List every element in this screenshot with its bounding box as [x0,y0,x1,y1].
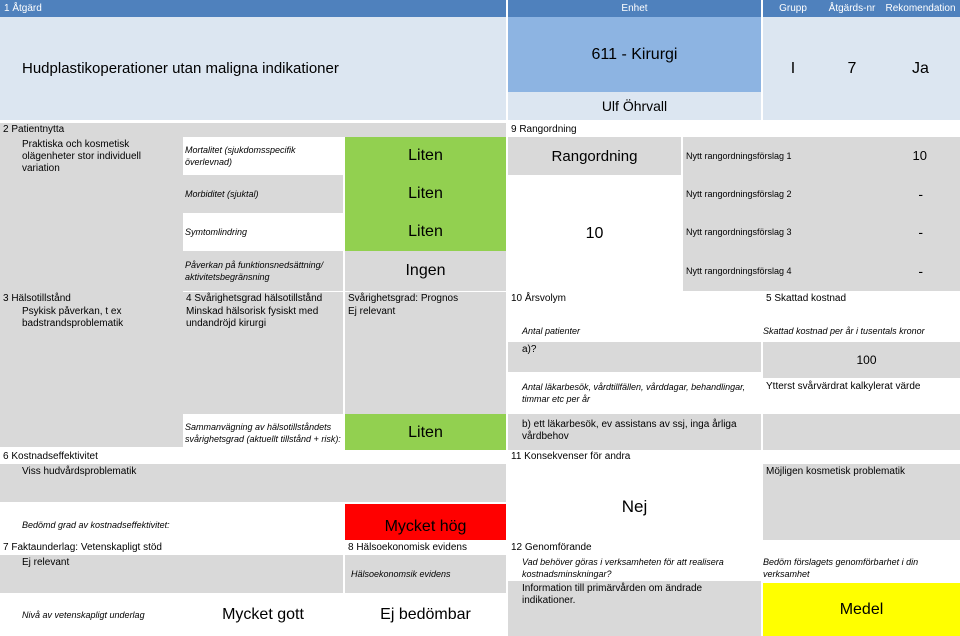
kostnadseffektivitet-grade-label: Bedömd grad av kostnadseffektivitet: [0,502,343,540]
rangordning-proposal-2 [683,175,960,213]
section-12-label: 12 Genomförande [508,541,960,555]
person-name: Ulf Öhrvall [508,92,761,120]
genomforande-question: Vad behöver göras i verksamheten för att realisera kostnadsminskningar? [508,555,761,581]
halsotillstand-value: Psykisk påverkan, t ex badstrandsproblematik [0,306,183,447]
section-5-label: 5 Skattad kostnad [763,292,960,306]
proposal-2-value: - [918,186,923,202]
enhet-value: 611 - Kirurgi [508,17,761,92]
morbiditet-value: Liten [345,175,506,213]
konsekvenser-value: Nej [508,464,761,540]
section-8-label: 8 Hälsoekonomisk evidens [345,541,506,555]
atgard-title: Hudplastikoperationer utan maligna indikationer [0,17,506,120]
rangordning-proposal-3 [683,213,960,251]
grupp-header: Grupp [763,0,823,17]
rekommendation-value: Ja [881,17,960,120]
b-label: b) ett läkarbesök, ev assistans av ssj, inga årliga vårdbehov [508,414,761,452]
svarighetsgrad-value: Minskad hälsorisk fysiskt med undandröjd kirurgi [183,306,343,414]
rangordning-proposal-1 [683,137,960,175]
vetenskapligt-underlag-label: Nivå av vetenskapligt underlag [0,593,183,636]
proposal-1-label: Nytt rangordningsförslag 1 [686,151,792,161]
a-label: a)? [508,342,761,372]
skattad-kostnad-label: Skattad kostnad per år i tusentals kronor [763,306,960,342]
proposal-4-label: Nytt rangordningsförslag 4 [686,266,792,276]
mortalitet-value: Liten [345,137,506,175]
vetenskapligt-underlag-value: Mycket gott [183,593,343,636]
proposal-2-label: Nytt rangordningsförslag 2 [686,189,792,199]
prognos-label: Svårighetsgrad: Prognos [345,292,506,306]
kostnad-extra-cell [763,414,960,452]
section-3-label: 3 Hälsotillstånd [0,292,183,306]
halsoekonomisk-evidens-label: Hälsoekonomsik evidens [345,555,506,593]
symtomlindring-label: Symtomlindring [183,213,343,251]
kalkylerat-varde-label: Ytterst svårvärdrat kalkylerat värde [763,378,960,414]
resources-label: Antal läkarbesök, vårdtillfällen, vårddagar, behandlingar, timmar etc per år [508,372,761,414]
symtomlindring-value: Liten [345,213,506,251]
section-4-label: 4 Svårighetsgrad hälsotillstånd [183,292,343,306]
grupp-value: I [763,17,823,120]
kostnadseffektivitet-grade-value: Mycket hög [345,504,506,540]
sammanvagning-label: Sammanvägning av hälsotillståndets svårighetsgrad (aktuellt tillstånd + risk): [183,414,343,452]
rekommendation-header: Rekomendation [881,0,960,17]
atgards-nr-header: Åtgärds-nr [823,0,881,17]
antal-patienter-label: Antal patienter [508,306,761,342]
genomforbarhet-label: Bedöm förslagets genomförbarhet i din verksamhet [763,555,960,581]
proposal-4-value: - [918,263,923,279]
section-11-label: 11 Konsekvenser för andra [508,450,960,464]
section-9-label: 9 Rangordning [508,123,960,137]
rangordning-label: Rangordning [508,137,681,175]
proposal-3-label: Nytt rangordningsförslag 3 [686,227,792,237]
funktion-label: Påverkan på funktionsnedsättning/ aktivitetsbegränsning [183,251,343,291]
rangordning-value: 10 [508,175,681,292]
funktion-value: Ingen [345,251,506,291]
patientnytta-description: Praktiska och kosmetisk olägenheter stor individuell variation [0,137,183,292]
proposal-1-value: 10 [912,148,927,163]
kostnadseffektivitet-value: Viss hudvårdsproblematik [0,464,506,502]
sammanvagning-value: Liten [345,414,506,452]
morbiditet-label: Morbiditet (sjuktal) [183,175,343,213]
genomforande-info: Information till primärvården om ändrade indikationer. [508,581,761,636]
section-7-label: 7 Faktaunderlag: Vetenskapligt stöd [0,541,343,555]
enhet-header: Enhet [508,0,761,17]
atgards-nr-value: 7 [823,17,881,120]
rangordning-proposal-4 [683,251,960,291]
faktaunderlag-value: Ej relevant [0,555,343,593]
konsekvenser-extra-cell [763,502,960,540]
prognos-value: Ej relevant [345,306,506,414]
genomforbarhet-value: Medel [763,583,960,636]
atgard-header: 1 Åtgärd [0,0,506,17]
section-2-label: 2 Patientnytta [0,123,506,137]
konsekvenser-note: Möjligen kosmetisk problematik [763,464,960,502]
mortalitet-label: Mortalitet (sjukdomsspecifik överlevnad) [183,137,343,175]
section-6-label: 6 Kostnadseffektivitet [0,450,506,464]
proposal-3-value: - [918,224,923,240]
section-10-label: 10 Årsvolym [508,292,761,306]
halsoekonomisk-evidens-value: Ej bedömbar [345,593,506,636]
skattad-kostnad-value: 100 [763,342,960,378]
